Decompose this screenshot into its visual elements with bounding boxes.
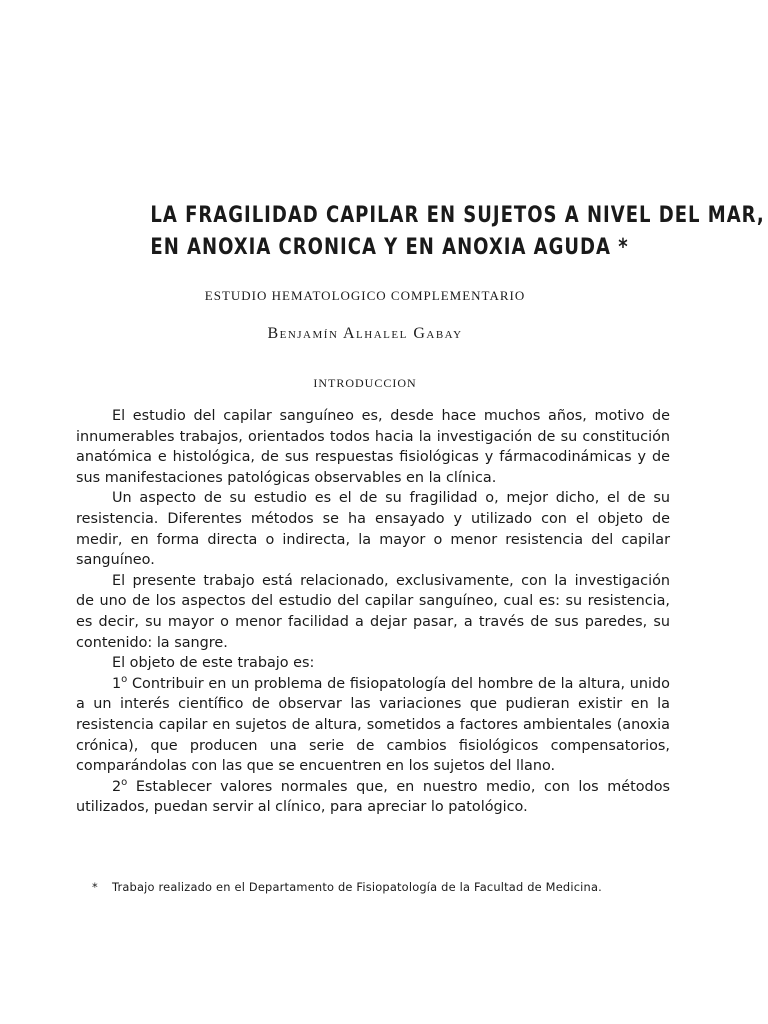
ordinal-mark: o [121, 673, 128, 685]
ordinal-mark: o [121, 776, 128, 788]
footnote-text: Trabajo realizado en el Departamento de Fisiopatología de la Facultad de Medicina. [112, 880, 602, 894]
paragraph-text: Establecer valores normales que, en nuestro medio, con los métodos utilizados, puedan servir al clínico, para apreciar lo patológico. [76, 778, 670, 816]
article-title-line-1: LA FRAGILIDAD CAPILAR EN SUJETOS A NIVEL DEL MAR, [150, 203, 765, 228]
article-title [150, 200, 765, 264]
numbered-paragraph [76, 674, 670, 777]
article-body [76, 406, 670, 818]
section-heading: INTRODUCCION [313, 376, 417, 390]
item-number: 2 [112, 778, 122, 795]
article-title-line-2: EN ANOXIA CRONICA Y EN ANOXIA AGUDA * [150, 235, 629, 260]
paragraph-text: Contribuir en un problema de fisiopatología del hombre de la altura, unido a un interés científico de observar las variaciones que pudieran existir en la resistencia capilar en sujetos de altura, sometidos a factores ambientales (anoxia crónica), que producen una serie de cambios fisiológicos compensatorios, comparándolas con las que se encuentren en los sujetos del llano. [76, 675, 670, 775]
paragraph: Un aspecto de su estudio es el de su fragilidad o, mejor dicho, el de su resistencia. Diferentes métodos se ha ensayado y utilizado con el objeto de medir, en forma directa o indirecta, la mayor o menor resistencia del capilar sanguíneo. [76, 490, 670, 569]
item-number: 1 [112, 675, 122, 692]
author-name: Benjamín Alhalel Gabay [267, 325, 463, 342]
paragraph: El estudio del capilar sanguíneo es, desde hace muchos años, motivo de innumerables trabajos, orientados todos hacia la investigación de su constitución anatómica e histológica, de sus respuestas fisiológicas y fármacodinámicas y de sus manifestaciones patológicas observables en la clínica. [76, 408, 670, 486]
numbered-paragraph [76, 777, 670, 818]
footnote-mark: * [92, 880, 98, 894]
paragraph: El objeto de este trabajo es: [112, 655, 315, 672]
paragraph: El presente trabajo está relacionado, exclusivamente, con la investigación de uno de los aspectos del estudio del capilar sanguíneo, cual es: su resistencia, es decir, su mayor o menor facilidad a dejar pasar, a través de sus paredes, su contenido: la sangre. [76, 572, 670, 651]
footnote [92, 880, 672, 894]
article-subtitle: ESTUDIO HEMATOLOGICO COMPLEMENTARIO [204, 288, 526, 303]
